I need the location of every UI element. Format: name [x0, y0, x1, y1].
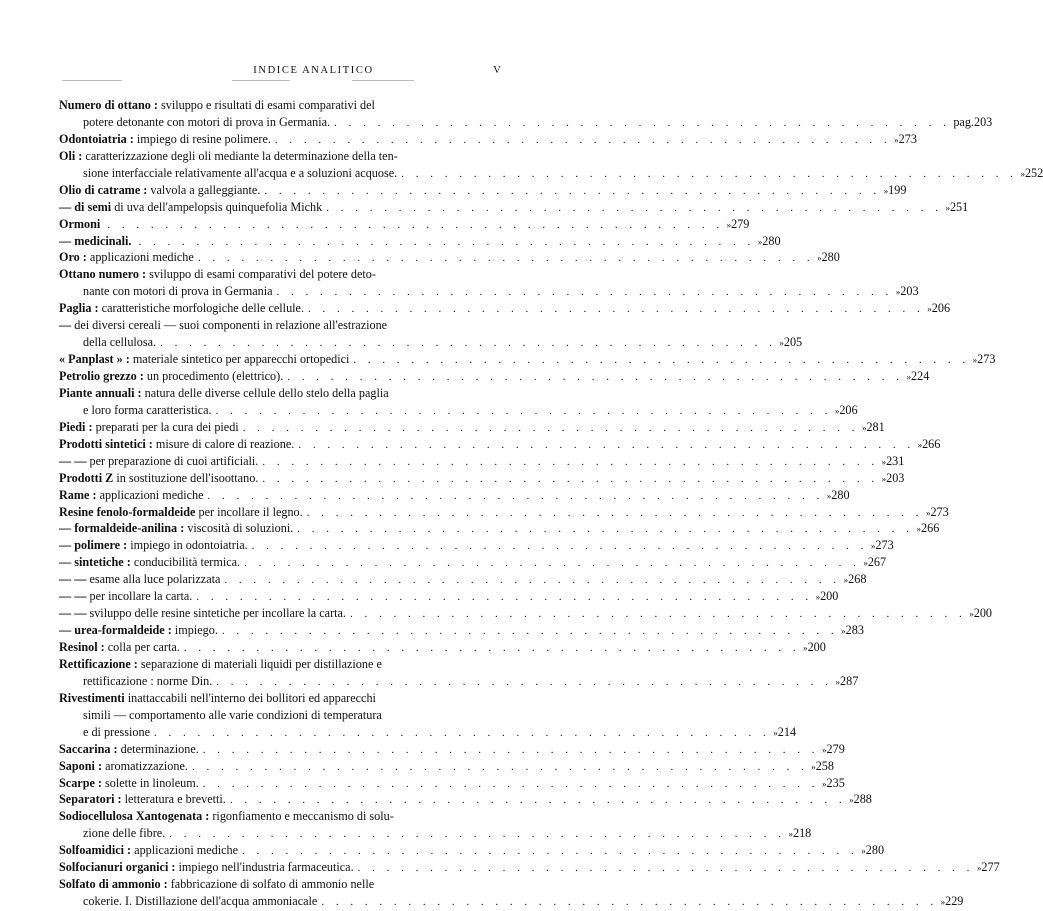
running-header-page-number: V	[493, 64, 501, 76]
entry-heading: Solfocianuri organici :	[59, 860, 176, 875]
page-ditto-mark: pag.	[953, 114, 974, 129]
entry-heading: Ormoni	[59, 216, 101, 231]
page-ditto-mark: »	[803, 643, 808, 653]
index-entry-line	[59, 182, 907, 199]
page-ditto-mark: »	[841, 626, 846, 637]
dot-leader: . . . . . . . . . . . . . . . . . . . . . . . . . . . . . . . . . . . . . . . . . . .	[401, 167, 1018, 180]
entry-description: e di pressione	[83, 724, 151, 739]
entry-heading: Solfato di ammonio :	[59, 877, 168, 892]
index-entry-line	[59, 690, 501, 707]
dot-leader: . . . . . . . . . . . . . . . . . . . . . . . . . . . . . . . . . . . . . . . . . . .	[183, 642, 801, 654]
entry-heading: Rivestimenti	[59, 690, 125, 705]
page-number: 200	[820, 589, 839, 604]
dot-leader: . . . . . . . . . . . . . . . . . . . . . . . . . . . . . . . . . . . . . . . . . . .	[202, 743, 820, 756]
index-entry	[59, 859, 1000, 876]
entry-description: caratterizzazione degli oli mediante la determinazione della ten-	[85, 148, 398, 163]
page-ditto-mark: »	[811, 761, 816, 772]
dot-leader: . . . . . . . . . . . . . . . . . . . . . . . . . . . . . . . . . . . . . . . . . . .	[216, 675, 833, 688]
page-ditto-mark: »	[815, 592, 821, 603]
page-number: 203	[900, 284, 919, 299]
index-entry	[59, 351, 996, 368]
page-number: 273	[898, 131, 917, 146]
dot-leader: . . . . . . . . . . . . . . . . . . . . . . . . . . . . . . . . . . . . . . . . . . .	[242, 845, 859, 858]
page-ditto-mark: »	[906, 372, 912, 382]
index-entry-line	[59, 351, 996, 368]
page-number: 280	[762, 233, 781, 248]
page-ditto-mark: »	[940, 897, 946, 908]
index-entry	[59, 605, 993, 622]
page-ditto-mark: »	[881, 456, 887, 467]
page-number: 200	[973, 606, 993, 621]
entry-heading: Oro :	[59, 250, 87, 265]
page-ditto-mark: »	[826, 490, 832, 501]
entry-heading: Scarpe :	[59, 775, 102, 790]
index-entry	[59, 876, 964, 910]
entry-heading: Ottano numero :	[59, 267, 147, 282]
page-number: 273	[930, 504, 949, 519]
index-entry	[59, 758, 834, 775]
entry-heading: Rettificazione :	[59, 656, 138, 671]
entry-description: materiale sintetico per apparecchi ortopedici	[132, 352, 350, 367]
entry-heading: Saccarina :	[59, 741, 118, 756]
entry-heading: Odontoiatria :	[59, 131, 134, 146]
dot-leader: . . . . . . . . . . . . . . . . . . . . . . . . . . . . . . . . . . . . . . . . . . .	[196, 591, 813, 604]
entry-description: cokerie. I. Distillazione dell'acqua ammoniacale	[83, 894, 318, 909]
page-number: 280	[865, 843, 885, 858]
index-entry	[59, 571, 867, 588]
index-entry	[59, 453, 905, 470]
page-ditto-mark: »	[969, 609, 974, 620]
index-entry	[59, 554, 887, 571]
page-ditto-mark: »	[863, 558, 868, 569]
entry-description: solette in linoleum.	[105, 775, 199, 790]
page-ditto-mark: »	[917, 439, 923, 450]
entry-description: misure di calore di reazione.	[155, 436, 295, 451]
entry-description: sione interfacciale relativamente all'acqua e a soluzioni acquose.	[83, 165, 398, 180]
entry-heading: — —	[59, 453, 87, 468]
index-entry-line	[59, 758, 834, 775]
index-entry-line	[59, 487, 850, 504]
entry-heading: Olio di catrame :	[59, 182, 148, 197]
entry-heading: —	[59, 318, 72, 333]
index-entry-line	[59, 165, 1043, 182]
page-number: 224	[911, 369, 930, 383]
page-number: 273	[875, 538, 894, 553]
index-entry-line	[59, 148, 501, 165]
index-entry-line	[59, 419, 885, 436]
entry-description: esame alla luce polarizzata	[89, 572, 221, 587]
index-entry-line	[59, 131, 917, 148]
page-number: 268	[848, 572, 867, 587]
index-entry	[59, 385, 858, 419]
page-number: 277	[981, 860, 1000, 875]
entry-description: sviluppo delle resine sintetiche per incollare la carta.	[89, 606, 346, 621]
index-entry-line	[59, 249, 840, 266]
index-entry-line	[59, 605, 993, 622]
entry-heading: Piedi :	[59, 419, 93, 434]
dot-leader: . . . . . . . . . . . . . . . . . . . . . . . . . . . . . . . . . . . . . . . . . . .	[244, 557, 861, 570]
index-entry	[59, 588, 839, 605]
page-number: 199	[888, 182, 907, 197]
header-rule-center-right	[352, 80, 414, 81]
page-ditto-mark: »	[788, 829, 793, 840]
page-number: 280	[821, 250, 840, 265]
page-number: 280	[831, 487, 850, 502]
index-entry-line	[59, 114, 993, 131]
index-entry-line	[59, 453, 905, 470]
dot-leader: . . . . . . . . . . . . . . . . . . . . . . . . . . . . . . . . . . . . . . . . . . .	[191, 760, 809, 773]
entry-description: rigonfiamento e meccanismo di solu-	[212, 809, 394, 824]
page-number: 283	[845, 623, 864, 638]
index-entries-list	[59, 97, 1043, 910]
index-entry-line	[59, 368, 930, 385]
entry-description: per preparazione di cuoi artificiali.	[89, 453, 259, 468]
index-entry-line	[59, 554, 887, 571]
page-ditto-mark: »	[861, 422, 867, 433]
index-entry-line	[59, 266, 501, 283]
index-entry	[59, 436, 941, 453]
dot-leader: . . . . . . . . . . . . . . . . . . . . . . . . . . . . . . . . . . . . . . . . . . .	[262, 472, 879, 485]
entry-description: di uva dell'ampelopsis quinquefolia Michk	[114, 199, 323, 214]
entry-heading: Resinol :	[59, 640, 105, 654]
index-entry-line	[59, 775, 845, 792]
index-entry-line	[59, 436, 941, 453]
index-entry-line	[59, 588, 839, 605]
index-entry-line	[59, 537, 894, 554]
entry-description: conducibilità termica.	[133, 555, 241, 570]
page-number: 287	[840, 673, 859, 688]
page-ditto-mark: »	[822, 744, 827, 755]
index-entry-line	[59, 283, 919, 300]
entry-description: viscosità di soluzioni.	[187, 521, 294, 536]
entry-heading: — —	[59, 589, 87, 604]
entry-description: impiego di resine polimere.	[136, 131, 271, 146]
dot-leader: . . . . . . . . . . . . . . . . . . . . . . . . . . . . . . . . . . . . . . . . . . .	[224, 574, 841, 587]
entry-heading: — medicinali.	[59, 233, 132, 248]
entry-description: inattaccabili nell'interno dei bollitori ed apparecchi	[127, 690, 376, 705]
index-entry	[59, 842, 885, 859]
dot-leader: . . . . . . . . . . . . . . . . . . . . . . . . . . . . . . . . . . . . . . . . . . .	[306, 506, 923, 519]
dot-leader: . . . . . . . . . . . . . . . . . . . . . . . . . . . . . . . . . . . . . . . . . . .	[298, 438, 915, 451]
page-ditto-mark: »	[916, 524, 922, 535]
entry-description: simili — comportamento alle varie condizioni di temperatura	[83, 707, 382, 722]
page-ditto-mark: »	[835, 676, 841, 687]
page-ditto-mark: »	[817, 253, 822, 264]
index-entry-line	[59, 470, 905, 487]
header-rule-left	[62, 80, 122, 81]
page-ditto-mark: »	[945, 202, 950, 213]
entry-description: colla per carta.	[107, 640, 180, 654]
entry-description: caratteristiche morfologiche delle cellule.	[101, 301, 305, 316]
index-entry-line	[59, 334, 803, 351]
page-ditto-mark: »	[976, 863, 982, 874]
entry-heading: Prodotti sintetici :	[59, 436, 153, 451]
index-entry-line	[59, 520, 940, 537]
page-number: 252	[1024, 165, 1043, 180]
page-ditto-mark: »	[883, 185, 889, 196]
dot-leader: . . . . . . . . . . . . . . . . . . . . . . . . . . . . . . . . . . . . . . . . . . .	[154, 726, 771, 739]
page-ditto-mark: »	[972, 355, 978, 366]
entry-description: valvola a galleggiante.	[150, 182, 261, 197]
page-ditto-mark: »	[834, 405, 840, 416]
index-entry	[59, 690, 797, 741]
index-entry	[59, 537, 894, 554]
dot-leader: . . . . . . . . . . . . . . . . . . . . . . . . . . . . . . . . . . . . . . . . . . .	[229, 794, 847, 807]
entry-heading: — formaldeide-anilina :	[59, 521, 185, 536]
entry-heading: Oli :	[59, 148, 83, 163]
entry-description: nante con motori di prova in Germania	[83, 284, 273, 299]
page-number: 288	[853, 792, 872, 807]
page-ditto-mark: »	[881, 473, 887, 484]
index-entry-line	[59, 842, 885, 859]
dot-leader: . . . . . . . . . . . . . . . . . . . . . . . . . . . . . . . . . . . . . . . . . . .	[197, 252, 815, 265]
page-ditto-mark: »	[822, 778, 827, 789]
dot-leader: . . . . . . . . . . . . . . . . . . . . . . . . . . . . . . . . . . . . . . . . . . .	[107, 218, 724, 231]
page-ditto-mark: »	[1020, 168, 1025, 179]
index-entry	[59, 791, 872, 808]
dot-leader: . . . . . . . . . . . . . . . . . . . . . . . . . . . . . . . . . . . . . . . . . . .	[308, 303, 925, 316]
index-entry-line	[59, 673, 859, 690]
index-entry	[59, 656, 859, 690]
entry-description: per incollare il legno.	[198, 504, 303, 519]
dot-leader: . . . . . . . . . . . . . . . . . . . . . . . . . . . . . . . . . . . . . . . . . . .	[202, 777, 820, 790]
dot-leader: . . . . . . . . . . . . . . . . . . . . . . . . . . . . . . . . . . . . . . . . . . .	[321, 896, 938, 909]
index-entry-line	[59, 317, 501, 334]
index-entry	[59, 520, 940, 537]
dot-leader: . . . . . . . . . . . . . . . . . . . . . . . . . . . . . . . . . . . . . . . . . . .	[264, 184, 881, 197]
entry-heading: — sintetiche :	[59, 555, 131, 570]
index-entry	[59, 97, 993, 131]
entry-heading: — polimere :	[59, 538, 128, 553]
entry-heading: Solfoamidici :	[59, 843, 132, 858]
entry-description: e loro forma caratteristica.	[83, 402, 212, 417]
entry-description: applicazioni mediche	[134, 843, 239, 858]
page-number: 235	[826, 775, 845, 790]
page-number: 279	[826, 741, 845, 756]
index-entry	[59, 317, 803, 351]
entry-description: preparati per la cura dei piedi	[95, 419, 239, 434]
index-entry-line	[59, 859, 1000, 876]
dot-leader: . . . . . . . . . . . . . . . . . . . . . . . . . . . . . . . . . . . . . . . . . . .	[353, 354, 970, 367]
page-number: 231	[886, 453, 905, 468]
page-ditto-mark: »	[925, 507, 931, 518]
index-entry-line	[59, 385, 501, 402]
entry-heading: — urea-formaldeide :	[59, 623, 172, 638]
entry-description: determinazione.	[120, 741, 199, 756]
entry-heading: — —	[59, 606, 87, 621]
page-ditto-mark: »	[927, 304, 932, 315]
entry-description: applicazioni mediche	[99, 487, 204, 502]
index-entry-line	[59, 707, 501, 724]
index-entry-line	[59, 825, 812, 842]
dot-leader: . . . . . . . . . . . . . . . . . . . . . . . . . . . . . . . . . . . . . . . . . . .	[221, 625, 839, 638]
page-number: 218	[792, 826, 812, 841]
entry-description: separazione di materiali liquidi per distillazione e	[140, 656, 382, 671]
dot-leader: . . . . . . . . . . . . . . . . . . . . . . . . . . . . . . . . . . . . . . . . . . .	[215, 404, 832, 417]
page-ditto-mark: »	[773, 727, 778, 738]
entry-heading: « Panplast » :	[59, 352, 130, 367]
page-number: 266	[921, 521, 940, 536]
entry-heading: Prodotti Z	[59, 470, 114, 485]
index-entry-line	[59, 300, 951, 317]
index-entry-line	[59, 741, 845, 758]
index-entry-line	[59, 656, 501, 673]
index-entry	[59, 741, 845, 758]
index-entry-line	[59, 639, 826, 656]
page-number: 214	[777, 724, 797, 739]
page-number: 267	[867, 555, 887, 570]
entry-heading: Resine fenolo-formaldeide	[59, 504, 196, 519]
index-entry-line	[59, 199, 969, 216]
page-number: 251	[949, 199, 969, 214]
page-number: 203	[973, 114, 993, 129]
index-entry-line	[59, 876, 501, 893]
index-entry	[59, 487, 850, 504]
index-entry	[59, 470, 905, 487]
page-ditto-mark: »	[849, 795, 854, 806]
index-entry	[59, 300, 951, 317]
page-ditto-mark: »	[726, 219, 732, 230]
entry-description: impiego nell'industria farmaceutica.	[178, 860, 354, 875]
index-entry-line	[59, 504, 949, 521]
index-entry-line	[59, 808, 501, 825]
entry-heading: Rame :	[59, 487, 97, 502]
entry-description: impiego.	[174, 623, 218, 638]
index-entry	[59, 504, 949, 521]
entry-description: sviluppo e risultati di esami comparativi del	[161, 98, 375, 112]
index-entry	[59, 808, 812, 842]
entry-description: rettificazione : norme Din.	[83, 673, 213, 688]
page-number: 203	[886, 470, 905, 485]
index-entry	[59, 233, 781, 250]
index-entry-line	[59, 216, 750, 233]
page-number: 258	[815, 758, 834, 773]
entry-heading: — di semi	[59, 199, 112, 214]
dot-leader: . . . . . . . . . . . . . . . . . . . . . . . . . . . . . . . . . . . . . . . . . . .	[169, 828, 786, 841]
index-entry	[59, 639, 826, 656]
page-ditto-mark: »	[861, 846, 866, 857]
dot-leader: . . . . . . . . . . . . . . . . . . . . . . . . . . . . . . . . . . . . . . . . . . .	[207, 489, 824, 502]
page-number: 273	[977, 352, 996, 367]
dot-leader: . . . . . . . . . . . . . . . . . . . . . . . . . . . . . . . . . . . . . . . . . . .	[242, 421, 859, 434]
entry-description: applicazioni mediche	[89, 250, 194, 265]
index-entry-line	[59, 622, 864, 639]
page-ditto-mark: »	[894, 134, 899, 145]
entry-heading: — —	[59, 572, 87, 587]
entry-description: fabbricazione di solfato di ammonio nelle	[170, 877, 375, 892]
entry-description: della cellulosa.	[83, 335, 157, 350]
index-entry	[59, 266, 919, 300]
dot-leader: . . . . . . . . . . . . . . . . . . . . . . . . . . . . . . . . . . . . . . . . . . .	[334, 116, 951, 129]
entry-description: aromatizzazione.	[105, 758, 188, 773]
entry-heading: Saponi :	[59, 758, 103, 773]
page-ditto-mark: »	[779, 338, 784, 349]
dot-leader: . . . . . . . . . . . . . . . . . . . . . . . . . . . . . . . . . . . . . . . . . . .	[326, 201, 943, 214]
page-ditto-mark: »	[895, 287, 901, 298]
dot-leader: . . . . . . . . . . . . . . . . . . . . . . . . . . . . . . . . . . . . . . . . . . .	[276, 286, 893, 299]
entry-description: sviluppo di esami comparativi del potere deto-	[149, 267, 376, 282]
index-entry-line	[59, 791, 872, 808]
dot-leader: . . . . . . . . . . . . . . . . . . . . . . . . . . . . . . . . . . . . . . . . . . .	[160, 337, 777, 350]
dot-leader: . . . . . . . . . . . . . . . . . . . . . . . . . . . . . . . . . . . . . . . . . . .	[262, 455, 879, 468]
dot-leader: . . . . . . . . . . . . . . . . . . . . . . . . . . . . . . . . . . . . . . . . . . .	[297, 523, 914, 536]
page-number: 205	[783, 335, 803, 350]
dot-leader: . . . . . . . . . . . . . . . . . . . . . . . . . . . . . . . . . . . . . . . . . . .	[287, 371, 904, 383]
index-entry	[59, 622, 864, 639]
page-number: 206	[839, 402, 858, 417]
entry-heading: Petrolio grezzo :	[59, 369, 144, 383]
index-entry	[59, 199, 969, 216]
index-entry-line	[59, 724, 797, 741]
index-entry-line	[59, 402, 858, 419]
index-entry	[59, 131, 917, 148]
index-entry	[59, 368, 930, 385]
entry-description: natura delle diverse cellule dello stelo della paglia	[144, 385, 389, 400]
index-entry-line	[59, 571, 867, 588]
page-number: 200	[807, 640, 826, 654]
index-entry	[59, 249, 840, 266]
index-entry-line	[59, 893, 964, 910]
entry-description: per incollare la carta.	[89, 589, 193, 604]
dot-leader: . . . . . . . . . . . . . . . . . . . . . . . . . . . . . . . . . . . . . . . . . . .	[138, 235, 755, 248]
entry-description: impiego in odontoiatria.	[130, 538, 248, 553]
index-entry-line	[59, 233, 781, 250]
entry-description: potere detonante con motori di prova in Germania.	[83, 114, 331, 129]
index-entry	[59, 182, 907, 199]
index-entry-line	[59, 97, 501, 114]
entry-heading: Paglia :	[59, 301, 99, 316]
page-ditto-mark: »	[870, 541, 876, 552]
header-rule-center-left	[232, 80, 290, 81]
index-entry	[59, 148, 1043, 182]
entry-heading: Numero di ottano :	[59, 98, 158, 112]
running-header-title: INDICE ANALITICO	[253, 65, 374, 76]
index-entry	[59, 419, 885, 436]
entry-description: letteratura e brevetti.	[124, 792, 226, 807]
page-number: 229	[945, 894, 964, 909]
dot-leader: . . . . . . . . . . . . . . . . . . . . . . . . . . . . . . . . . . . . . . . . . . .	[251, 540, 868, 553]
index-entry	[59, 775, 845, 792]
entry-description: in sostituzione dell'isoottano.	[116, 470, 259, 485]
page-number: 279	[731, 216, 750, 231]
entry-description: zione delle fibre.	[83, 826, 166, 841]
entry-heading: Piante annuali :	[59, 385, 142, 400]
page-number: 206	[931, 301, 951, 316]
entry-description: dei diversi cereali — suoi componenti in relazione all'estrazione	[74, 318, 388, 333]
index-entry	[59, 216, 750, 233]
dot-leader: . . . . . . . . . . . . . . . . . . . . . . . . . . . . . . . . . . . . . . . . . . .	[357, 862, 974, 875]
entry-heading: Separatori :	[59, 792, 122, 807]
dot-leader: . . . . . . . . . . . . . . . . . . . . . . . . . . . . . . . . . . . . . . . . . . .	[349, 608, 967, 621]
page-number: 266	[922, 436, 941, 451]
page-ditto-mark: »	[757, 236, 763, 247]
page-number: 281	[866, 419, 885, 434]
page-ditto-mark: »	[843, 575, 849, 586]
entry-heading: Sodiocellulosa Xantogenata :	[59, 809, 210, 824]
entry-description: un procedimento (elettrico).	[146, 369, 284, 383]
dot-leader: . . . . . . . . . . . . . . . . . . . . . . . . . . . . . . . . . . . . . . . . . . .	[274, 133, 892, 146]
